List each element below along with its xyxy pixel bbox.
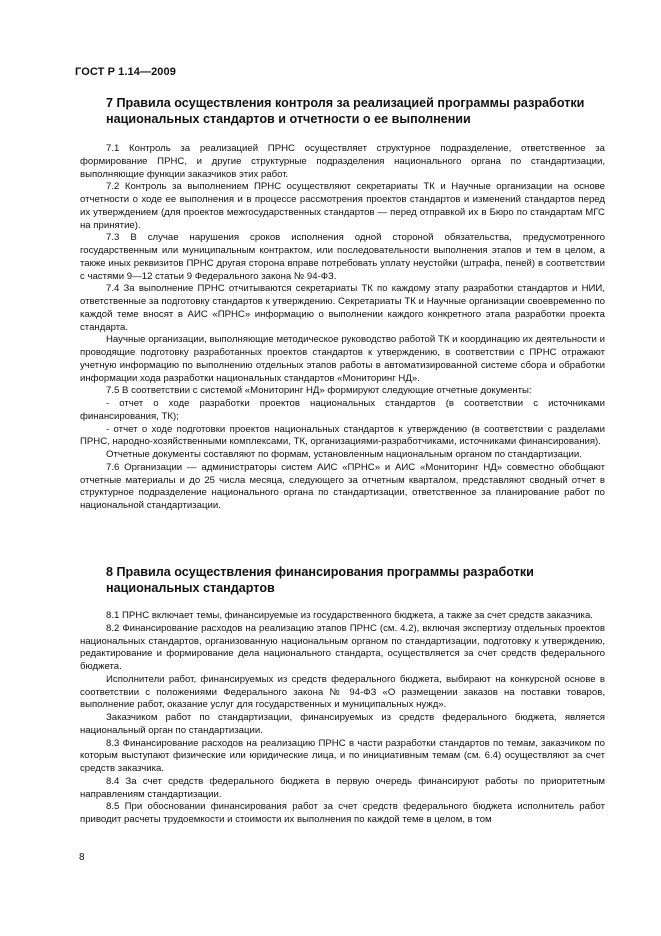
section-7 [80, 95, 605, 513]
paragraph-8-4: 8.4 За счет средств федерального бюджета в первую очередь финансируют работы по приоритетным направлениям стандартизации. [80, 775, 605, 800]
paragraph-8-2: 8.2 Финансирование расходов на реализацию этапов ПРНС (см. 4.2), включая экспертизу отдельных проектов национальных стандартов, организованную национальным органом по стандартизации, подготовку к утверждению, редактирование и формирование дела национального стандарта, осуществляется за счет средств федерального бюджета. [80, 622, 605, 672]
paragraph-7-5-report-2: - отчет о ходе подготовки проектов национальных стандартов к утверждению (в соответствии с разделами ПРНС, народно-хозяйственными комплексами, ТК, организациями-разработчиками, источниками финансирования). [80, 423, 605, 448]
paragraph-7-6: 7.6 Организации — администраторы систем АИС «ПРНС» и АИС «Мониторинг НД» совместно обобщают отчетные материалы и до 25 числа месяца, следующего за отчетным кварталом, представляют сводный отчет в структурное подразделение национального органа по стандартизации, ответственное за планирование работ по национальной стандартизации. [80, 461, 605, 511]
paragraph-8-2-contractors: Исполнители работ, финансируемых из средств федерального бюджета, выбирают на конкурсной основе в соответствии с положениями Федерального закона № 94-ФЗ «О размещении заказов на поставки товаров, выполнение работ, оказание услуг для государственных и муниципальных нужд». [80, 673, 605, 711]
paragraph-7-5-forms: Отчетные документы составляют по формам, установленным национальным органом по стандартизации. [106, 449, 582, 460]
paragraph-8-3: 8.3 Финансирование расходов на реализацию ПРНС в части разработки стандартов по темам, заказчиком по которым выступают физические или юридические лица, и по инициативным темам (см. 6.4) осуществляют за счет средств заказчика. [80, 737, 605, 774]
section-8 [80, 564, 605, 827]
page-number: 8 [79, 852, 85, 863]
paragraph-7-4: 7.4 За выполнение ПРНС отчитываются секретариаты ТК по каждому этапу разработки стандартов и НИИ, ответственные за подготовку стандартов к утверждению. Секретариаты ТК и Научные организации своевременно по каждой теме вносят в АИС «ПРНС» информацию о выполнении каждого конкретного этапа разработки проекта стандарта. [80, 283, 605, 333]
section-8-body [80, 610, 605, 827]
paragraph-8-1: 8.1 ПРНС включает темы, финансируемые из государственного бюджета, а также за счет средств заказчика. [106, 610, 593, 621]
section-7-heading: 7 Правила осуществления контроля за реализацией программы разработки национальных стандартов и отчетности о ее выполнении [106, 96, 585, 126]
paragraph-7-4-scientific-orgs: Научные организации, выполняющие методическое руководство работой ТК и координацию их деятельности и проводящие подготовку разработанных проектов стандартов к утверждению, в соответствии с ПРНС отражают учетную информацию по выполнению отдельных этапов работы в автоматизированной системе сбора и обработки информации хода разработки национальных стандартов «Мониторинг НД». [80, 334, 605, 384]
running-header-code: ГОСТ Р 1.14—2009 [75, 66, 176, 78]
paragraph-7-3: 7.3 В случае нарушения сроков исполнения одной стороной обязательства, предусмотренного государственным или муниципальным контрактом, или последовательности выполнения этапов и тем в целом, а также иных реквизитов ПРНС другая сторона вправе потребовать уплату неустойки (штрафа, пеней) в соответствии с частями 9—12 статьи 9 Федерального закона № 94-ФЗ. [80, 232, 605, 282]
section-7-body [80, 143, 605, 513]
section-8-heading: 8 Правила осуществления финансирования программы разработки национальных стандартов [106, 565, 534, 595]
paragraph-7-2: 7.2 Контроль за выполнением ПРНС осуществляют секретариаты ТК и Научные организации на основе отчетности о ходе ее выполнения и в процессе рассмотрения проектов стандартов и изменений стандартов перед их утверждением (для проектов межгосударственных стандартов — перед отправкой их в Бюро по стандартам МГС на принятие). [80, 181, 605, 231]
paragraph-7-5: 7.5 В соответствии с системой «Мониторинг НД» формируют следующие отчетные документы: [106, 385, 532, 397]
paragraph-8-5: 8.5 При обосновании финансирования работ за счет средств федерального бюджета исполнитель работ приводит расчеты трудоемкости и стоимости их выполнения по каждой теме в целом, в том [80, 801, 605, 825]
paragraph-7-5-report-1: - отчет о ходе разработки проектов национальных стандартов (в соответствии с источниками финансирования, ТК); [80, 398, 605, 422]
paragraph-8-2-customer: Заказчиком работ по стандартизации, финансируемых из средств федерального бюджета, является национальный орган по стандартизации. [80, 712, 605, 736]
paragraph-7-1: 7.1 Контроль за реализацией ПРНС осуществляет структурное подразделение, ответственное за формирование ПРНС, и другие структурные подразделения национального органа по стандартизации, выполняющие функции заказчиков этих работ. [80, 143, 605, 180]
